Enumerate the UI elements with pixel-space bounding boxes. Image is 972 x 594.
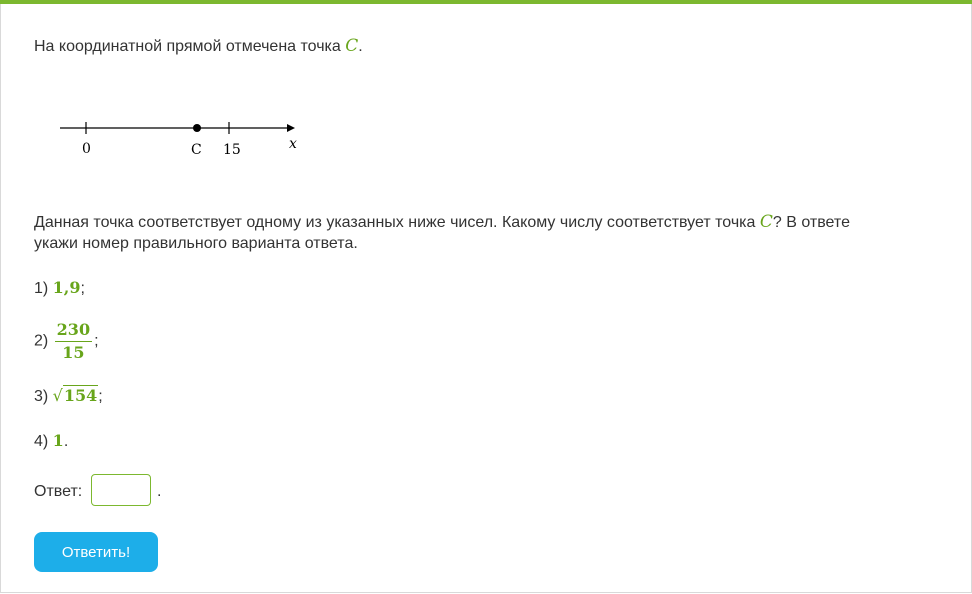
intro-variable: C	[345, 36, 359, 56]
radical-sign: √	[52, 386, 63, 405]
option-2-number: 2)	[34, 332, 53, 350]
option-2-end: ;	[94, 332, 99, 350]
option-3-number: 3)	[34, 388, 53, 405]
question-line-2	[34, 233, 358, 255]
question-variable: C	[759, 212, 773, 232]
number-line	[59, 112, 339, 162]
option-3-sqrt	[53, 385, 99, 407]
fraction-numerator: 230	[55, 319, 92, 342]
question-text: Данная точка соответствует одному из указанных ниже чисел. Какому числу соответствует точка	[34, 214, 760, 231]
option-4-value: 1	[52, 431, 64, 450]
submit-button[interactable]: Ответить!	[34, 532, 158, 572]
option-4-end: .	[63, 433, 69, 450]
answer-end: .	[157, 483, 162, 500]
intro-end: .	[358, 38, 363, 55]
label-fifteen: 15	[223, 142, 241, 158]
question-text-end: ? В ответе	[772, 214, 850, 231]
option-4	[34, 430, 68, 453]
option-3-end: ;	[98, 388, 103, 405]
label-axis-x: x	[289, 136, 297, 152]
answer-label: Ответ:	[34, 483, 83, 500]
answer-input[interactable]	[91, 474, 151, 506]
point-c	[193, 124, 201, 132]
question-line-2-text: укажи номер правильного варианта ответа.	[34, 235, 358, 252]
option-1-number: 1)	[34, 280, 53, 297]
intro-text: На координатной прямой отмечена точка	[34, 38, 346, 55]
option-2-fraction	[55, 319, 92, 364]
top-accent-bar	[0, 0, 972, 4]
axis-arrow	[287, 124, 295, 132]
option-4-number: 4)	[34, 433, 53, 450]
label-zero: 0	[82, 141, 91, 157]
option-1-end: ;	[80, 280, 85, 297]
option-1-value: 1,9	[52, 278, 81, 297]
label-point-c: C	[191, 142, 202, 158]
question-line-1	[34, 211, 850, 234]
option-3	[34, 385, 103, 408]
task-intro	[34, 35, 363, 58]
radicand: 154	[63, 386, 98, 405]
fraction-denominator: 15	[62, 343, 85, 362]
option-1	[34, 277, 85, 300]
option-2	[34, 319, 99, 364]
